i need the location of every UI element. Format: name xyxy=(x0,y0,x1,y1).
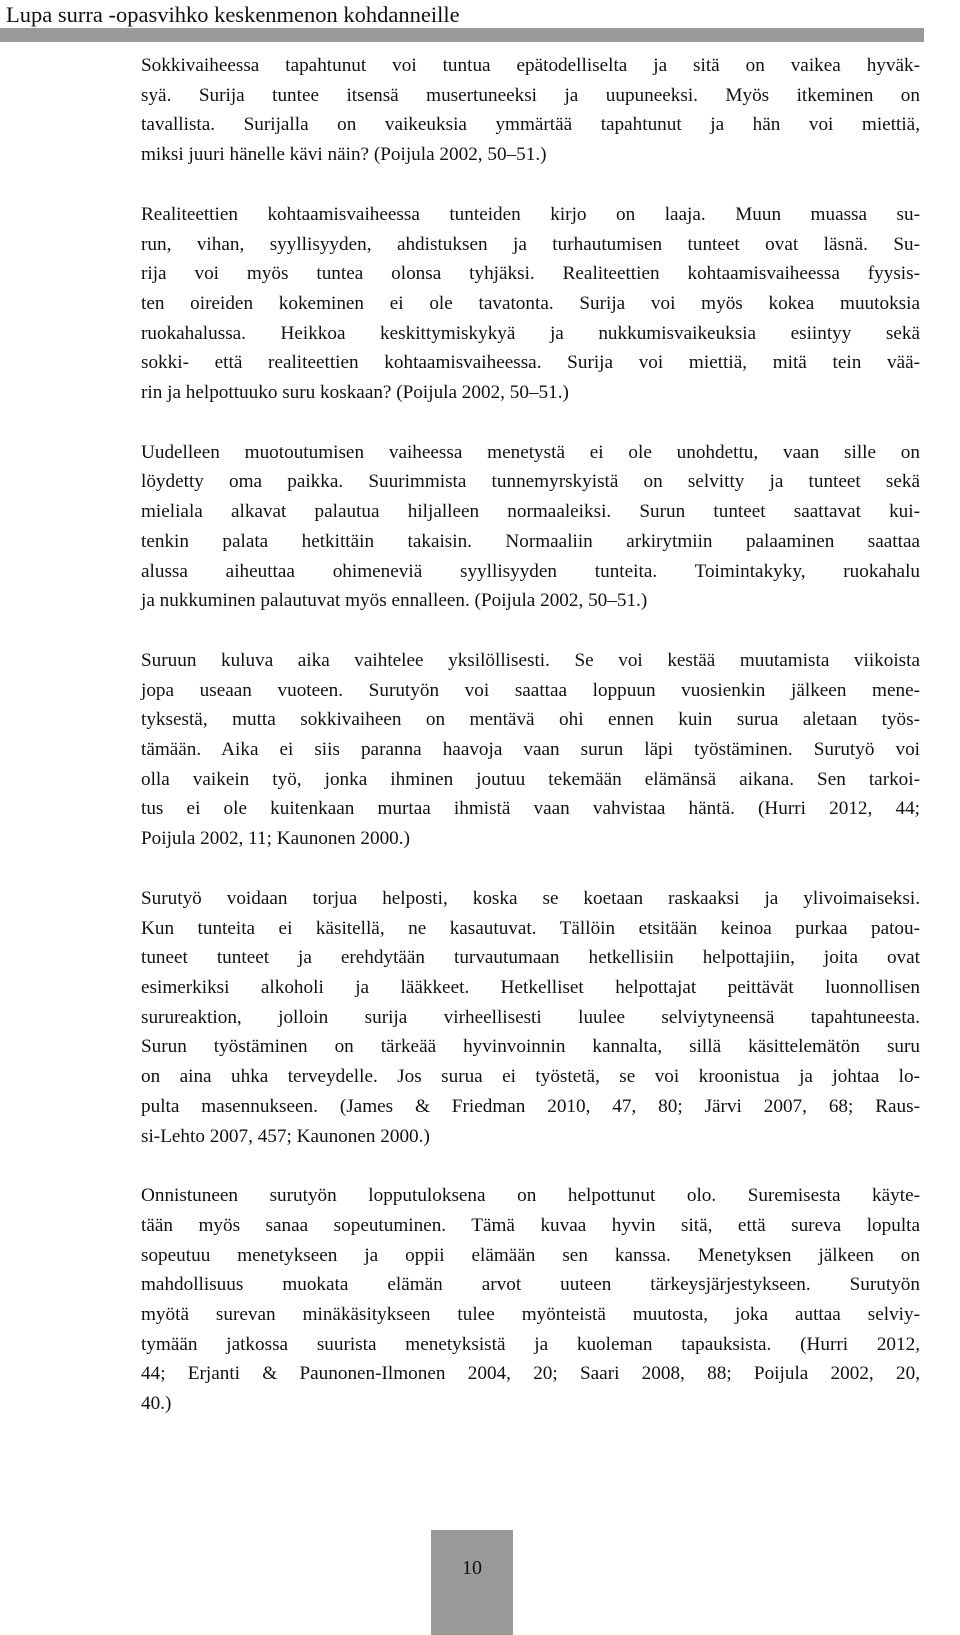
text-line: esimerkiksi alkoholi ja lääkkeet. Hetkelliset helpottajat peittävät luonnollisen xyxy=(141,976,920,998)
text-line: rija voi myös tuntea olonsa tyhjäksi. Realiteettien kohtaamisvaiheessa fyysis- xyxy=(141,263,920,285)
text-line: ten oireiden kokeminen ei ole tavatonta. Surija voi myös kokea muutoksia xyxy=(141,292,920,314)
text-line: alussa aiheuttaa ohimeneviä syyllisyyden tunteita. Toimintakyky, ruokahalu xyxy=(141,560,920,582)
text-line: Surun työstäminen on tärkeää hyvinvoinnin kannalta, sillä käsittelemätön suru xyxy=(141,1036,920,1058)
text-line: jopa useaan vuoteen. Surutyön voi saattaa loppuun vuosienkin jälkeen mene- xyxy=(141,679,920,701)
paragraph-successful-grief-work xyxy=(141,1181,920,1419)
text-line: Realiteettien kohtaamisvaiheessa tunteiden kirjo on laaja. Muun muassa su- xyxy=(141,203,920,225)
text-line: syä. Surija tuntee itsensä musertuneeksi ja uupuneeksi. Myös itkeminen on xyxy=(141,84,920,106)
text-line: tämään. Aika ei siis paranna haavoja vaan surun läpi työstäminen. Surutyö voi xyxy=(141,739,920,761)
text-line: tavallista. Surijalla on vaikeuksia ymmärtää tapahtunut ja hän voi miettiä, xyxy=(141,114,920,136)
text-line: run, vihan, syyllisyyden, ahdistuksen ja turhautumisen tunteet ovat läsnä. Su- xyxy=(141,233,920,255)
text-line: olla vaikein työ, jonka ihminen joutuu tekemään elämänsä aikana. Sen tarkoi- xyxy=(141,768,920,790)
header-title: Lupa surra -opasvihko keskenmenon kohdanneille xyxy=(6,2,460,27)
text-line: mahdollisuus muokata elämän arvot uuteen tärkeysjärjestykseen. Surutyön xyxy=(141,1274,920,1296)
text-line: sopeutuu menetykseen ja oppii elämään sen kanssa. Menetyksen jälkeen on xyxy=(141,1244,920,1266)
text-line: tymään jatkossa suurista menetyksistä ja kuoleman tapauksista. (Hurri 2012, xyxy=(141,1333,920,1355)
text-line: mieliala alkavat palautua hiljalleen normaaleiksi. Surun tunteet saattavat kui- xyxy=(141,501,920,523)
text-line: Uudelleen muotoutumisen vaiheessa menetystä ei ole unohdettu, vaan sille on xyxy=(141,441,920,463)
text-line: myötä surevan minäkäsitykseen tulee myönteistä muutosta, joka auttaa selviy- xyxy=(141,1304,920,1326)
text-line: 44; Erjanti & Paunonen-Ilmonen 2004, 20; Saari 2008, 88; Poijula 2002, 20, xyxy=(141,1363,920,1385)
text-line: löydetty oma paikka. Suurimmista tunnemyrskyistä on selvitty ja tunteet sekä xyxy=(141,471,920,493)
text-line: Kun tunteita ei käsitellä, ne kasautuvat. Tällöin etsitään keinoa purkaa patou- xyxy=(141,917,920,939)
paragraph-shock-phase xyxy=(141,51,920,170)
text-line: Surutyö voidaan torjua helposti, koska se koetaan raskaaksi ja ylivoimaiseksi. xyxy=(141,887,920,909)
text-line: pulta masennukseen. (James & Friedman 2010, 47, 80; Järvi 2007, 68; Raus- xyxy=(141,1095,920,1117)
text-line: sokki- että realiteettien kohtaamisvaiheessa. Surija voi miettiä, mitä tein vää- xyxy=(141,352,920,374)
paragraph-realities-phase xyxy=(141,200,920,408)
text-line: Onnistuneen surutyön lopputuloksena on helpottunut olo. Suremisesta käyte- xyxy=(141,1185,920,1207)
header-rule xyxy=(0,28,924,42)
text-line: miksi juuri hänelle kävi näin? (Poijula 2002, 50–51.) xyxy=(141,144,547,166)
text-line: ruokahalussa. Heikkoa keskittymiskykyä ja nukkumisvaikeuksia esiintyy sekä xyxy=(141,322,920,344)
text-line: surureaktion, jolloin surija virheellisesti luulee selviytyneensä tapahtuneesta. xyxy=(141,1006,920,1028)
text-line: ja nukkuminen palautuvat myös ennalleen. (Poijula 2002, 50–51.) xyxy=(141,590,648,612)
text-line: si-Lehto 2007, 457; Kaunonen 2000.) xyxy=(141,1125,430,1147)
text-line: tyksestä, mutta sokkivaiheen on mentävä ohi ennen kuin surua aletaan työs- xyxy=(141,709,920,731)
text-line: Sokkivaiheessa tapahtunut voi tuntua epätodelliselta ja sitä on vaikea hyväk- xyxy=(141,55,920,76)
text-line: tuneet tunteet ja erehdytään turvautumaan hetkellisiin helpottajiin, joita ovat xyxy=(141,947,920,969)
body-text xyxy=(141,51,920,1419)
text-line: tään myös sanaa sopeutuminen. Tämä kuvaa hyvin sitä, että sureva lopulta xyxy=(141,1214,920,1236)
text-line: tenkin palata hetkittäin takaisin. Normaaliin arkirytmiin palaaminen saattaa xyxy=(141,530,920,552)
text-line: Suruun kuluva aika vaihtelee yksilöllisesti. Se voi kestää muutamista viikoista xyxy=(141,649,920,671)
page-header xyxy=(0,0,960,42)
text-line: Poijula 2002, 11; Kaunonen 2000.) xyxy=(141,828,410,850)
paragraph-avoiding-grief-work xyxy=(141,884,920,1151)
page-number-box xyxy=(431,1530,513,1635)
paragraph-reshaping-phase xyxy=(141,438,920,616)
page-number: 10 xyxy=(462,1557,482,1579)
text-line: on aina uhka terveydelle. Jos surua ei työstetä, se voi kroonistua ja johtaa lo- xyxy=(141,1066,920,1088)
text-line: tus ei ole kuitenkaan murtaa ihmistä vaan vahvistaa häntä. (Hurri 2012, 44; xyxy=(141,798,920,820)
paragraph-grief-duration xyxy=(141,646,920,854)
text-line: 40.) xyxy=(141,1393,172,1415)
text-line: rin ja helpottuuko suru koskaan? (Poijula 2002, 50–51.) xyxy=(141,382,569,404)
